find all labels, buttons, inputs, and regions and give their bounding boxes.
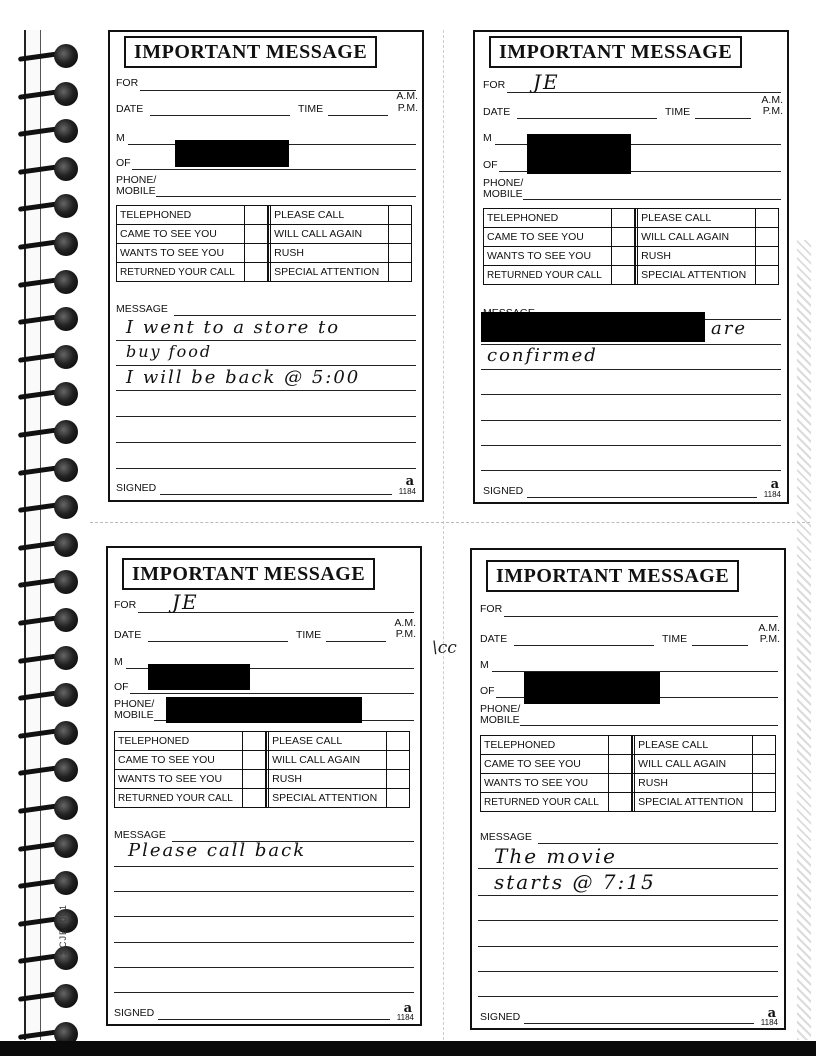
signed-label: SIGNED [114, 1007, 155, 1019]
special-attention-label: SPECIAL ATTENTION [638, 266, 756, 285]
checkbox-grid [114, 731, 410, 808]
will-call-again-label: WILL CALL AGAIN [635, 755, 753, 774]
telephoned-checkbox[interactable] [609, 736, 633, 755]
mobile-label: MOBILE [114, 709, 154, 721]
spiral-ring [18, 307, 76, 331]
am-label: A.M. [396, 90, 418, 102]
spiral-ring [18, 270, 76, 294]
document-id: SCJE0001 [58, 903, 68, 955]
message-line-6 [116, 468, 416, 469]
telephoned-checkbox[interactable] [612, 209, 636, 228]
pm-label: P.M. [759, 633, 780, 645]
form-number: 1184 [760, 1018, 778, 1027]
came-to-see-you-checkbox[interactable] [243, 751, 267, 770]
message-line-3 [114, 916, 414, 917]
rush-label: RUSH [269, 770, 387, 789]
scan-bottom-border [0, 1041, 816, 1056]
phone-label: PHONE/ [114, 698, 155, 710]
redaction-box [527, 134, 631, 174]
handwritten-message-line: Please call back [128, 840, 307, 861]
telephoned-checkbox[interactable] [243, 732, 267, 751]
please-call-checkbox[interactable] [387, 732, 410, 751]
time-label: TIME [662, 633, 688, 645]
phone-line [156, 196, 416, 197]
will-call-again-label: WILL CALL AGAIN [269, 751, 387, 770]
time-line [692, 645, 748, 646]
spiral-ring [18, 834, 76, 858]
message-line-0 [174, 315, 416, 316]
spiral-binding [0, 30, 85, 1040]
message-line-1 [116, 340, 416, 341]
please-call-label: PLEASE CALL [269, 732, 387, 751]
publisher-logo: a [403, 1001, 412, 1016]
of-label: OF [116, 157, 131, 169]
checkbox-grid [483, 208, 779, 285]
message-line-1 [114, 866, 414, 867]
checkbox-grid [116, 205, 412, 282]
message-line-2 [116, 365, 416, 366]
phone-label: PHONE/ [483, 177, 524, 189]
phone-label: PHONE/ [480, 703, 521, 715]
returned-your-call-label: RETURNED YOUR CALL [115, 789, 243, 808]
rush-checkbox[interactable] [756, 247, 779, 266]
returned-your-call-label: RETURNED YOUR CALL [117, 263, 245, 282]
special-attention-label: SPECIAL ATTENTION [635, 793, 753, 812]
special-attention-checkbox[interactable] [387, 789, 410, 808]
handwritten-message-line: are [711, 318, 747, 339]
phone-label: PHONE/ [116, 174, 157, 186]
please-call-checkbox[interactable] [389, 206, 412, 225]
message-line-5 [478, 971, 778, 972]
returned-your-call-checkbox[interactable] [243, 789, 267, 808]
rush-label: RUSH [271, 244, 389, 263]
cut-line-horizontal [90, 522, 810, 523]
message-line-6 [114, 992, 414, 993]
signed-line [527, 497, 757, 498]
wants-to-see-you-checkbox[interactable] [609, 774, 633, 793]
spiral-ring [18, 194, 76, 218]
message-line-6 [478, 996, 778, 997]
signed-line [160, 494, 392, 495]
spiral-ring [18, 796, 76, 820]
handwritten-message-line: starts @ 7:15 [494, 870, 656, 894]
time-line [328, 115, 388, 116]
spiral-ring [18, 345, 76, 369]
of-label: OF [114, 681, 129, 693]
pm-label: P.M. [397, 102, 418, 114]
came-to-see-you-checkbox[interactable] [612, 228, 636, 247]
message-label: MESSAGE [116, 303, 168, 315]
special-attention-label: SPECIAL ATTENTION [271, 263, 389, 282]
special-attention-checkbox[interactable] [756, 266, 779, 285]
signed-label: SIGNED [480, 1011, 521, 1023]
signed-label: SIGNED [116, 482, 157, 494]
wants-to-see-you-label: WANTS TO SEE YOU [481, 774, 609, 793]
please-call-checkbox[interactable] [753, 736, 776, 755]
handwritten-message-line: I went to a store to [126, 317, 341, 338]
for-line [140, 90, 416, 91]
slip-title: IMPORTANT MESSAGE [122, 558, 375, 590]
handwritten-message-line: buy food [126, 342, 213, 361]
page-edge-texture [797, 240, 811, 1040]
special-attention-checkbox[interactable] [389, 263, 412, 282]
message-line-2 [478, 895, 778, 896]
handwritten-recipient: JE [533, 70, 560, 94]
returned-your-call-label: RETURNED YOUR CALL [481, 793, 609, 812]
signed-line [158, 1019, 390, 1020]
rush-checkbox[interactable] [753, 774, 776, 793]
telephoned-label: TELEPHONED [117, 206, 245, 225]
came-to-see-you-label: CAME TO SEE YOU [117, 225, 245, 244]
message-line-3 [478, 920, 778, 921]
message-line-5 [116, 442, 416, 443]
spiral-ring [18, 721, 76, 745]
date-label: DATE [480, 633, 508, 645]
m-label: M [116, 132, 125, 144]
time-label: TIME [298, 103, 324, 115]
returned-your-call-checkbox[interactable] [612, 266, 636, 285]
spiral-ring [18, 608, 76, 632]
returned-your-call-checkbox[interactable] [245, 263, 269, 282]
date-line [150, 115, 290, 116]
slip-title: IMPORTANT MESSAGE [489, 36, 742, 68]
time-line [695, 118, 751, 119]
came-to-see-you-checkbox[interactable] [609, 755, 633, 774]
spiral-ring [18, 984, 76, 1008]
date-line [514, 645, 654, 646]
spiral-ring [18, 382, 76, 406]
spiral-ring [18, 82, 76, 106]
spiral-ring [18, 157, 76, 181]
of-line [132, 169, 416, 170]
spiral-ring [18, 758, 76, 782]
will-call-again-checkbox[interactable] [756, 228, 779, 247]
message-line-4 [481, 420, 781, 421]
pm-label: P.M. [762, 105, 783, 117]
spiral-ring [18, 119, 76, 143]
will-call-again-label: WILL CALL AGAIN [271, 225, 389, 244]
please-call-checkbox[interactable] [756, 209, 779, 228]
form-number: 1184 [763, 490, 781, 499]
slip-title: IMPORTANT MESSAGE [124, 36, 377, 68]
message-slip-1 [108, 30, 424, 502]
spiral-ring [18, 44, 76, 68]
wants-to-see-you-label: WANTS TO SEE YOU [115, 770, 243, 789]
publisher-logo: a [770, 477, 779, 492]
spiral-ring [18, 871, 76, 895]
message-label: MESSAGE [480, 831, 532, 843]
special-attention-checkbox[interactable] [753, 793, 776, 812]
for-label: FOR [114, 599, 137, 611]
special-attention-label: SPECIAL ATTENTION [269, 789, 387, 808]
came-to-see-you-label: CAME TO SEE YOU [484, 228, 612, 247]
checkbox-grid [480, 735, 776, 812]
spiral-ring [18, 458, 76, 482]
message-slip-3 [106, 546, 422, 1026]
mobile-label: MOBILE [483, 188, 523, 200]
m-label: M [114, 656, 123, 668]
for-label: FOR [116, 77, 139, 89]
message-line-5 [114, 967, 414, 968]
message-slip-4 [470, 548, 786, 1030]
please-call-label: PLEASE CALL [271, 206, 389, 225]
am-label: A.M. [758, 622, 780, 634]
slip-title: IMPORTANT MESSAGE [486, 560, 739, 592]
for-label: FOR [480, 603, 503, 615]
wants-to-see-you-label: WANTS TO SEE YOU [484, 247, 612, 266]
am-label: A.M. [394, 617, 416, 629]
of-line [130, 693, 414, 694]
message-line-4 [114, 942, 414, 943]
message-line-4 [478, 946, 778, 947]
message-line-6 [481, 470, 781, 471]
will-call-again-checkbox[interactable] [389, 225, 412, 244]
redaction-box [481, 312, 705, 342]
message-line-3 [481, 394, 781, 395]
pm-label: P.M. [395, 628, 416, 640]
of-label: OF [483, 159, 498, 171]
handwritten-recipient: JE [172, 590, 199, 614]
telephoned-label: TELEPHONED [481, 736, 609, 755]
handwritten-margin-note: \cc [432, 638, 457, 658]
rush-label: RUSH [635, 774, 753, 793]
please-call-label: PLEASE CALL [638, 209, 756, 228]
signed-label: SIGNED [483, 485, 524, 497]
will-call-again-checkbox[interactable] [387, 751, 410, 770]
message-line-4 [116, 416, 416, 417]
time-label: TIME [296, 629, 322, 641]
redaction-box [166, 697, 362, 723]
wants-to-see-you-checkbox[interactable] [612, 247, 636, 266]
m-label: M [483, 132, 492, 144]
time-label: TIME [665, 106, 691, 118]
of-label: OF [480, 685, 495, 697]
telephoned-label: TELEPHONED [115, 732, 243, 751]
handwritten-message-line: I will be back @ 5:00 [126, 367, 361, 388]
am-label: A.M. [761, 94, 783, 106]
date-line [148, 641, 288, 642]
wants-to-see-you-checkbox[interactable] [243, 770, 267, 789]
date-label: DATE [114, 629, 142, 641]
telephoned-label: TELEPHONED [484, 209, 612, 228]
date-line [517, 118, 657, 119]
redaction-box [524, 672, 660, 704]
date-label: DATE [483, 106, 511, 118]
telephoned-checkbox[interactable] [245, 206, 269, 225]
for-label: FOR [483, 79, 506, 91]
publisher-logo: a [405, 474, 414, 489]
came-to-see-you-label: CAME TO SEE YOU [115, 751, 243, 770]
time-line [326, 641, 386, 642]
spiral-ring [18, 420, 76, 444]
phone-line [523, 199, 781, 200]
redaction-box [148, 664, 250, 690]
form-number: 1184 [398, 487, 416, 496]
signed-line [524, 1023, 754, 1024]
message-line-3 [116, 390, 416, 391]
message-slip-2 [473, 30, 789, 504]
message-line-2 [481, 369, 781, 370]
message-line-5 [481, 445, 781, 446]
wants-to-see-you-checkbox[interactable] [245, 244, 269, 263]
spiral-ring [18, 232, 76, 256]
came-to-see-you-checkbox[interactable] [245, 225, 269, 244]
rush-checkbox[interactable] [387, 770, 410, 789]
rush-checkbox[interactable] [389, 244, 412, 263]
redaction-box [175, 140, 289, 167]
handwritten-message-line: confirmed [487, 345, 598, 366]
spiral-ring [18, 570, 76, 594]
message-line-1 [478, 868, 778, 869]
returned-your-call-label: RETURNED YOUR CALL [484, 266, 612, 285]
date-label: DATE [116, 103, 144, 115]
came-to-see-you-label: CAME TO SEE YOU [481, 755, 609, 774]
wants-to-see-you-label: WANTS TO SEE YOU [117, 244, 245, 263]
message-line-2 [114, 891, 414, 892]
publisher-logo: a [767, 1006, 776, 1021]
handwritten-message-line: The movie [494, 844, 617, 868]
please-call-label: PLEASE CALL [635, 736, 753, 755]
rush-label: RUSH [638, 247, 756, 266]
cut-line-vertical [443, 30, 444, 1040]
form-number: 1184 [396, 1013, 414, 1022]
mobile-label: MOBILE [480, 714, 520, 726]
for-line [504, 616, 778, 617]
will-call-again-checkbox[interactable] [753, 755, 776, 774]
spiral-ring [18, 495, 76, 519]
spiral-ring [18, 533, 76, 557]
spiral-ring [18, 683, 76, 707]
returned-your-call-checkbox[interactable] [609, 793, 633, 812]
m-label: M [480, 659, 489, 671]
message-label: MESSAGE [114, 829, 166, 841]
phone-line [520, 725, 778, 726]
spiral-ring [18, 646, 76, 670]
mobile-label: MOBILE [116, 185, 156, 197]
will-call-again-label: WILL CALL AGAIN [638, 228, 756, 247]
